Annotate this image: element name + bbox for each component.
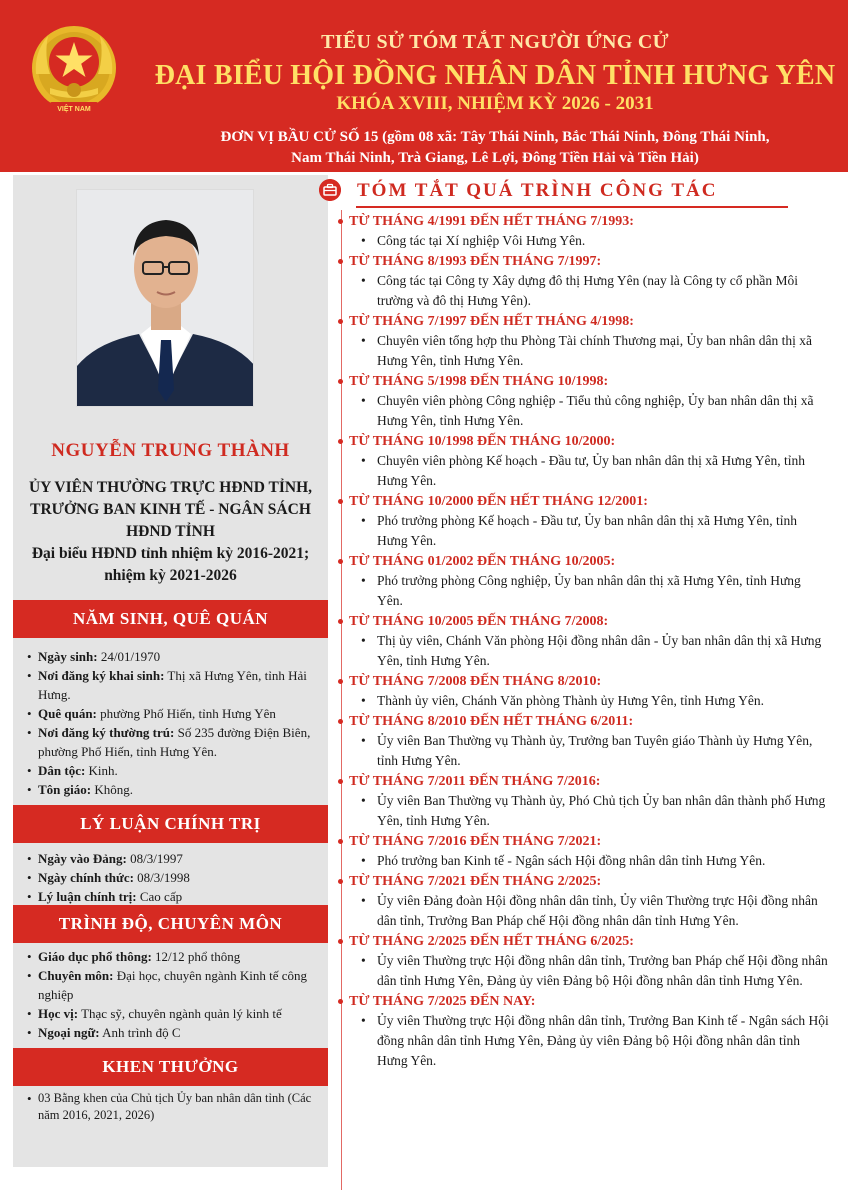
period-title: TỪ THÁNG 01/2002 ĐẾN THÁNG 10/2005: [349,552,829,571]
period-title: TỪ THÁNG 7/2025 ĐẾN NAY: [349,992,829,1011]
briefcase-icon [319,179,341,201]
profile-sidebar [13,175,328,1167]
period-title: TỪ THÁNG 7/2011 ĐẾN THÁNG 7/2016: [349,772,829,791]
period-description: • Ủy viên Đảng đoàn Hội đồng nhân dân tỉnh, Ủy viên Thường trực Hội đồng nhân dân tỉnh, Trưởng Ban Pháp chế Hội đồng nhân dân tỉnh Hưng Yên. [349,891,829,931]
timeline-entry [349,432,829,491]
period-title: TỪ THÁNG 7/2016 ĐẾN THÁNG 7/2021: [349,832,829,851]
period-description: • Ủy viên Ban Thường vụ Thành ủy, Trưởng ban Tuyên giáo Thành ủy Hưng Yên, tỉnh Hưng Yên. [349,731,829,771]
period-description: • Ủy viên Thường trực Hội đồng nhân dân tỉnh, Trưởng Ban Kinh tế - Ngân sách Hội đồng nhân dân tỉnh Hưng Yên, Đảng ủy viên Đảng bộ Hội đồng nhân dân tỉnh Hưng Yên. [349,1011,829,1071]
candidate-name: NGUYỄN TRUNG THÀNH [51,440,290,461]
position-line: ỦY VIÊN THƯỜNG TRỰC HĐND TỈNH, [28,479,313,496]
candidate-portrait [76,189,254,407]
timeline-entry [349,672,829,711]
period-title: TỪ THÁNG 7/1997 ĐẾN HẾT THÁNG 4/1998: [349,312,829,331]
position-line: Đại biểu HĐND tỉnh nhiệm kỳ 2016-2021; [31,545,310,562]
list-item: • 03 Bằng khen của Chủ tịch Ủy ban nhân dân tỉnh (Các năm 2016, 2021, 2026) [27,1090,323,1124]
list-item: • Ngày vào Đảng: 08/3/1997 [27,849,323,868]
awards-list [27,1090,323,1124]
section-title-education: TRÌNH ĐỘ, CHUYÊN MÔN [13,905,328,943]
period-description: • Công tác tại Công ty Xây dựng đô thị Hưng Yên (nay là Công ty cổ phần Môi trường và đô thị Hưng Yên). [349,271,829,311]
period-title: TỪ THÁNG 7/2021 ĐẾN THÁNG 2/2025: [349,872,829,891]
emblem-label: VIỆT NAM [57,106,91,113]
period-title: TỪ THÁNG 8/2010 ĐẾN HẾT THÁNG 6/2011: [349,712,829,731]
timeline-line [341,210,342,1190]
list-item: • Giáo dục phổ thông: 12/12 phổ thông [27,947,323,966]
period-description: • Ủy viên Ban Thường vụ Thành ủy, Phó Chủ tịch Ủy ban nhân dân thành phố Hưng Yên, tỉnh Hưng Yên. [349,791,829,831]
section-title-politics: LÝ LUẬN CHÍNH TRỊ [13,805,328,843]
list-item: • Quê quán: phường Phố Hiến, tỉnh Hưng Yên [27,704,323,723]
section-title-birth: NĂM SINH, QUÊ QUÁN [13,600,328,638]
period-description: • Thành ủy viên, Chánh Văn phòng Thành ủy Hưng Yên, tỉnh Hưng Yên. [349,691,829,711]
period-title: TỪ THÁNG 5/1998 ĐẾN THÁNG 10/1998: [349,372,829,391]
title-underline [356,206,788,208]
candidate-position [13,477,328,587]
period-title: TỪ THÁNG 10/2000 ĐẾN HẾT THÁNG 12/2001: [349,492,829,511]
timeline-entry [349,772,829,831]
timeline-entry [349,932,829,991]
section-title-awards: KHEN THƯỞNG [13,1048,328,1086]
position-line: TRƯỞNG BAN KINH TẾ - NGÂN SÁCH [30,501,311,518]
list-item: • Ngày chính thức: 08/3/1998 [27,868,323,887]
timeline-entry [349,212,829,251]
list-item: • Dân tộc: Kinh. [27,761,323,780]
header-term: KHÓA XVIII, NHIỆM KỲ 2026 - 2031 [336,93,654,114]
constituency-line-2: Nam Thái Ninh, Trà Giang, Lê Lợi, Đông Tiền Hải và Tiền Hải) [291,150,699,166]
career-timeline [349,212,829,1072]
timeline-entry [349,712,829,771]
position-line: HĐND TỈNH [126,523,215,540]
list-item: • Chuyên môn: Đại học, chuyên ngành Kinh tế công nghiệp [27,966,323,1004]
timeline-entry [349,992,829,1071]
period-description: • Chuyên viên phòng Kế hoạch - Đầu tư, Ủy ban nhân dân thị xã Hưng Yên, tỉnh Hưng Yên. [349,451,829,491]
timeline-entry [349,252,829,311]
national-emblem-icon [26,22,122,122]
period-description: • Công tác tại Xí nghiệp Vôi Hưng Yên. [349,231,829,251]
list-item: • Ngày sinh: 24/01/1970 [27,647,323,666]
period-title: TỪ THÁNG 10/1998 ĐẾN THÁNG 10/2000: [349,432,829,451]
period-description: • Thị ủy viên, Chánh Văn phòng Hội đồng nhân dân - Ủy ban nhân dân thị xã Hưng Yên, tỉnh Hưng Yên. [349,631,829,671]
period-title: TỪ THÁNG 8/1993 ĐẾN THÁNG 7/1997: [349,252,829,271]
period-description: • Phó trưởng ban Kinh tế - Ngân sách Hội đồng nhân dân tỉnh Hưng Yên. [349,851,829,871]
list-item: • Nơi đăng ký thường trú: Số 235 đường Điện Biên, phường Phố Hiến, tỉnh Hưng Yên. [27,723,323,761]
period-title: TỪ THÁNG 7/2008 ĐẾN THÁNG 8/2010: [349,672,829,691]
education-info-list [27,947,323,1042]
list-item: • Học vị: Thạc sỹ, chuyên ngành quản lý kinh tế [27,1004,323,1023]
timeline-entry [349,492,829,551]
timeline-entry [349,312,829,371]
timeline-entry [349,372,829,431]
timeline-entry [349,872,829,931]
period-description: • Ủy viên Thường trực Hội đồng nhân dân tỉnh, Trưởng ban Pháp chế Hội đồng nhân dân tỉnh Hưng Yên, Đảng ủy viên Đảng bộ Hội đồng nhân dân tỉnh Hưng Yên. [349,951,829,991]
list-item: • Tôn giáo: Không. [27,780,323,799]
period-description: • Phó trưởng phòng Kế hoạch - Đầu tư, Ủy ban nhân dân thị xã Hưng Yên, tỉnh Hưng Yên. [349,511,829,551]
header-constituency [150,127,840,169]
timeline-entry [349,612,829,671]
position-line: nhiệm kỳ 2021-2026 [104,567,237,584]
header-title: ĐẠI BIỂU HỘI ĐỒNG NHÂN DÂN TỈNH HƯNG YÊN [154,60,836,91]
period-description: • Chuyên viên tổng hợp thu Phòng Tài chính Thương mại, Ủy ban nhân dân thị xã Hưng Yên, tỉnh Hưng Yên. [349,331,829,371]
list-item: • Lý luận chính trị: Cao cấp [27,887,323,906]
header-line-1: TIỂU SỬ TÓM TẮT NGƯỜI ỨNG CỬ [321,31,669,53]
birth-info-list [27,647,323,799]
career-title: TÓM TẮT QUÁ TRÌNH CÔNG TÁC [357,180,718,201]
politics-info-list [27,849,323,906]
period-title: TỪ THÁNG 10/2005 ĐẾN THÁNG 7/2008: [349,612,829,631]
list-item: • Ngoại ngữ: Anh trình độ C [27,1023,323,1042]
timeline-entry [349,832,829,871]
constituency-line-1: ĐƠN VỊ BẦU CỬ SỐ 15 (gồm 08 xã: Tây Thái Ninh, Bắc Thái Ninh, Đông Thái Ninh, [220,129,770,145]
period-description: • Phó trưởng phòng Công nghiệp, Ủy ban nhân dân thị xã Hưng Yên, tỉnh Hưng Yên. [349,571,829,611]
header-banner [0,0,848,172]
list-item: • Nơi đăng ký khai sinh: Thị xã Hưng Yên, tỉnh Hải Hưng. [27,666,323,704]
period-description: • Chuyên viên phòng Công nghiệp - Tiểu thủ công nghiệp, Ủy ban nhân dân thị xã Hưng Yên, tỉnh Hưng Yên. [349,391,829,431]
timeline-entry [349,552,829,611]
period-title: TỪ THÁNG 4/1991 ĐẾN HẾT THÁNG 7/1993: [349,212,829,231]
period-title: TỪ THÁNG 2/2025 ĐẾN HẾT THÁNG 6/2025: [349,932,829,951]
